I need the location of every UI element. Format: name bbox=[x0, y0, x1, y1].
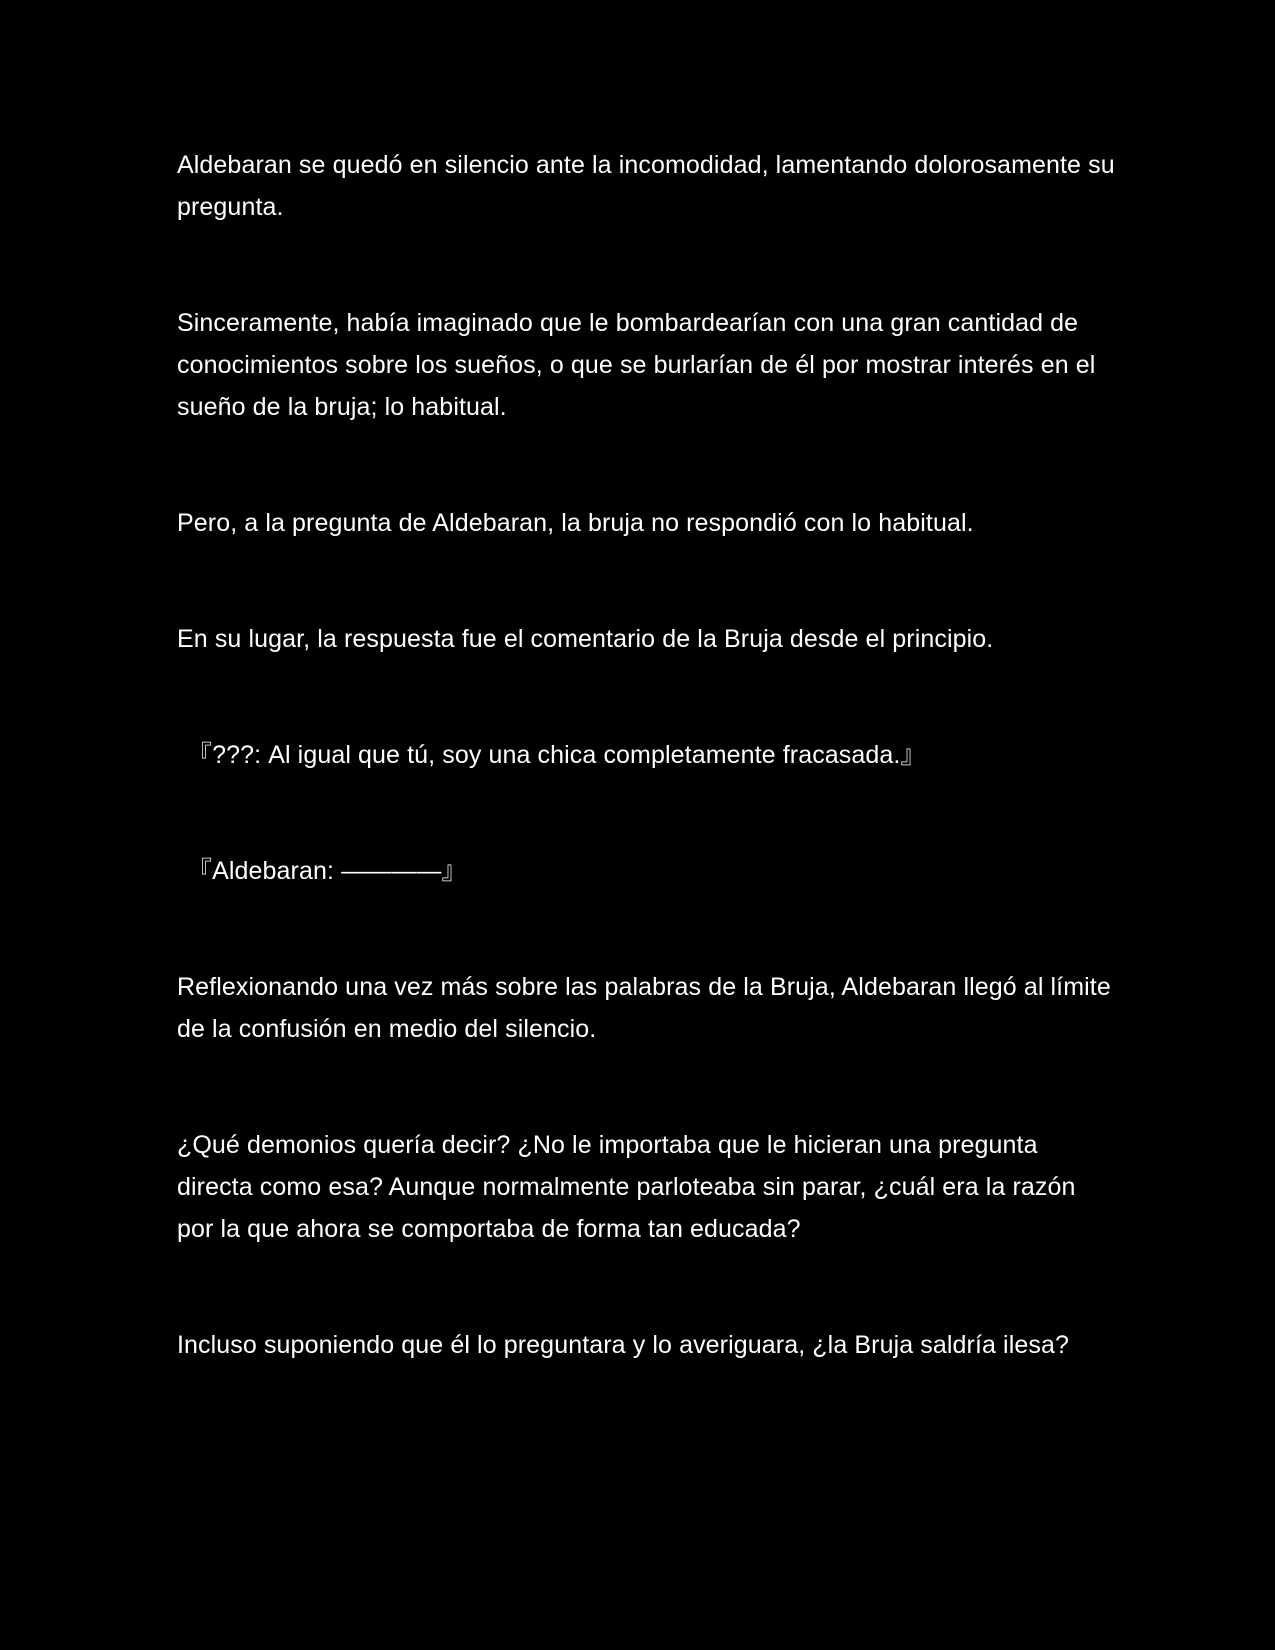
paragraph-3: Pero, a la pregunta de Aldebaran, la bruja no respondió con lo habitual. bbox=[177, 509, 974, 537]
paragraph-1: Aldebaran se quedó en silencio ante la incomodidad, lamentando dolorosamente su pregunta. bbox=[177, 151, 1115, 221]
dialogue-witch: 『???: Al igual que tú, soy una chica completamente fracasada.』 bbox=[187, 741, 926, 769]
paragraph-2: Sinceramente, había imaginado que le bombardearían con una gran cantidad de conocimientos sobre los sueños, o que se burlarían de él por mostrar interés en el sueño de la bruja; lo habitual. bbox=[177, 309, 1096, 421]
dialogue-aldebaran: 『Aldebaran: ————』 bbox=[187, 857, 467, 885]
document-page bbox=[177, 144, 1117, 1366]
paragraph-6: ¿Qué demonios quería decir? ¿No le importaba que le hicieran una pregunta directa como esa? Aunque normalmente parloteaba sin parar, ¿cuál era la razón por la que ahora se comportaba de forma tan educada? bbox=[177, 1131, 1076, 1243]
paragraph-7: Incluso suponiendo que él lo preguntara y lo averiguara, ¿la Bruja saldría ilesa? bbox=[177, 1331, 1069, 1359]
paragraph-5: Reflexionando una vez más sobre las palabras de la Bruja, Aldebaran llegó al límite de la confusión en medio del silencio. bbox=[177, 973, 1111, 1043]
paragraph-4: En su lugar, la respuesta fue el comentario de la Bruja desde el principio. bbox=[177, 625, 994, 653]
